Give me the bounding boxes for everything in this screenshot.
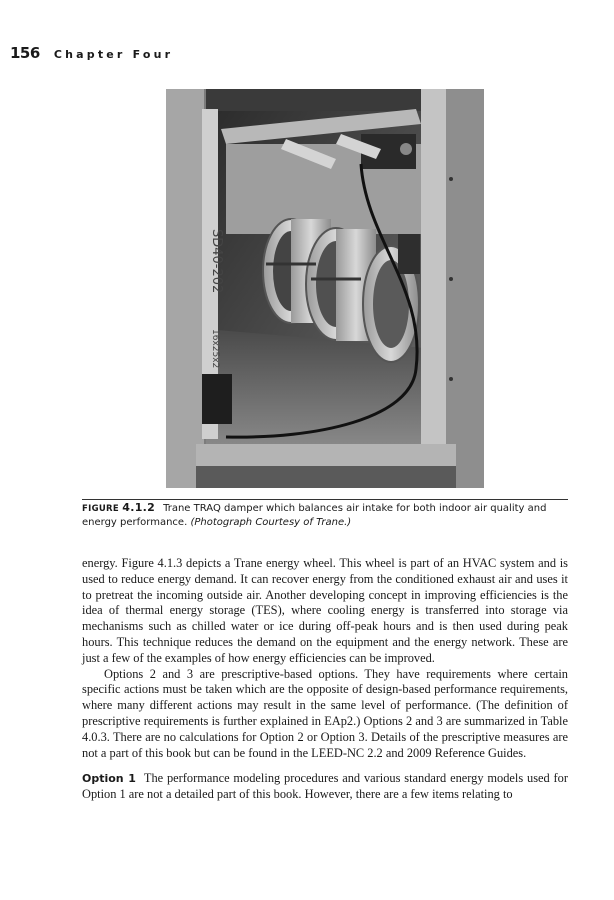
page-header <box>10 44 173 62</box>
figure-photo <box>166 89 484 488</box>
damper-photograph <box>166 89 484 488</box>
figure-label <box>82 501 156 514</box>
page-number: 156 <box>10 44 40 62</box>
figure-caption <box>82 501 568 529</box>
caption-credit: (Photograph Courtesy of Trane.) <box>190 517 352 528</box>
photo-marking-1: SD40-202 <box>209 229 224 294</box>
photo-marking-2: 16x25x2 <box>210 329 220 369</box>
caption-text: Trane TRAQ damper which balances air intake for both indoor air quality and energy performance. <box>82 503 547 528</box>
figure-number: 4.1.2 <box>122 501 156 514</box>
figure-label-word: FIGURE <box>82 504 119 514</box>
paragraph-1: energy. Figure 4.1.3 depicts a Trane energy wheel. This wheel is part of an HVAC system and is used to reduce energy demand. It can recover energy from the conditioned exhaust air and uses it to pretreat the incoming outside air. Another developing concept in improving efficiencies is the idea of thermal energy storage (TES), where cooling energy is transferred into storage via mechanisms such as chilled water or ice during off-peak hours and is then used during peak hours. This technique reduces the demand on the equipment and the energy network. These are just a few of the examples of how energy efficiencies can be improved. <box>82 556 568 665</box>
option-heading: Option 1 <box>82 772 136 786</box>
running-head: Chapter Four <box>53 48 174 61</box>
body-text <box>82 556 568 803</box>
caption-rule <box>82 499 568 500</box>
paragraph-3 <box>82 771 568 803</box>
paragraph-2: Options 2 and 3 are prescriptive-based options. They have requirements where certain specific actions must be taken which are the opposite of design-based performance requirements, where many different actions may result in the same level of performance. (The definition of prescriptive requirements is further explained in EAp2.) Options 2 and 3 are summarized in Table 4.0.3. There are no calculations for Option 2 or Option 3. Details of the prescriptive measures are not a part of this book but can be found in the LEED-NC 2.2 and 2009 Reference Guides. <box>82 666 568 760</box>
paragraph-3-text: The performance modeling procedures and various standard energy models used for Option 1 are not a detailed part of this book. However, there are a few items relating to <box>82 771 568 802</box>
